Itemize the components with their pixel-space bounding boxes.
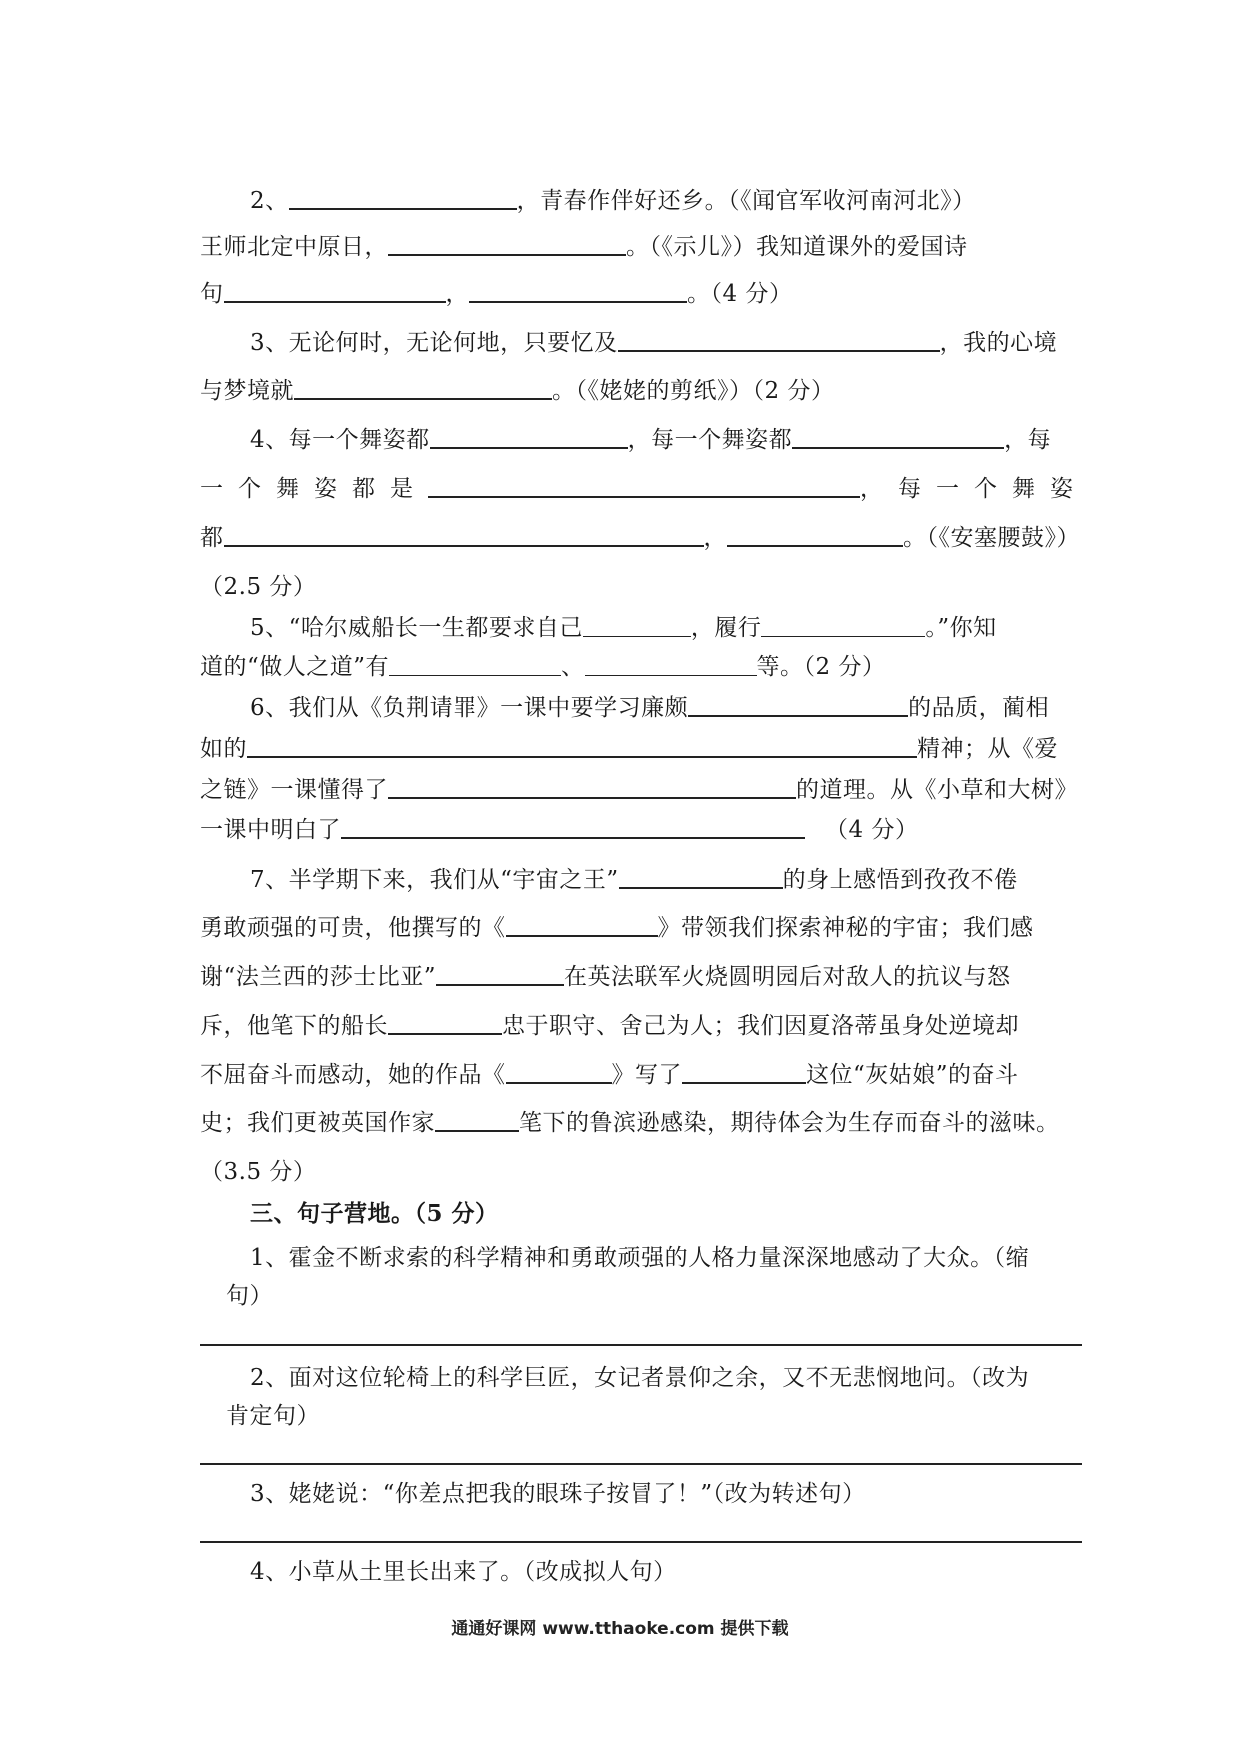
s3-item-1-line-1: 1、霍金不断求索的科学精神和勇敢顽强的人格力量深深地感动了大众。（缩	[250, 1245, 1030, 1271]
section-3-title: 三、句子营地。（5 分）	[250, 1200, 499, 1227]
q3-line-2: 与梦境就 。（《姥姥的剪纸》）（2 分）	[200, 378, 835, 404]
q6-line-4: 一课中明白了 （4 分）	[200, 817, 919, 843]
s3-item-2-line-2: 肯定句）	[226, 1403, 320, 1429]
q2-line-1: 2、 ，青春作伴好还乡。（《闻官军收河南河北》）	[250, 188, 976, 214]
q2-line-2: 王师北定中原日， 。（《示儿》）我知道课外的爱国诗	[200, 234, 968, 260]
q7-line-2: 勇敢顽强的可贵，他撰写的《 》带领我们探索神秘的宇宙；我们感	[200, 915, 1034, 941]
answer-line[interactable]	[200, 1344, 1082, 1346]
q6-line-2: 如的 精神；从《爱	[200, 736, 1058, 762]
answer-blank[interactable]	[341, 815, 805, 839]
answer-blank[interactable]	[435, 1108, 519, 1132]
q7-line-5: 不屈奋斗而感动，她的作品《 》写了 这位“灰姑娘”的奋斗	[200, 1062, 1019, 1088]
answer-blank[interactable]	[506, 1060, 612, 1084]
answer-blank[interactable]	[436, 962, 564, 986]
answer-blank[interactable]	[583, 614, 691, 637]
q7-line-1: 7、半学期下来，我们从“宇宙之王” 的身上感悟到孜孜不倦	[250, 867, 1018, 893]
q6-line-3: 之链》一课懂得了 的道理。从《小草和大树》	[200, 777, 1078, 803]
answer-line[interactable]	[200, 1463, 1082, 1465]
answer-blank[interactable]	[618, 328, 940, 352]
s3-item-4: 4、小草从土里长出来了。（改成拟人句）	[250, 1559, 677, 1585]
answer-blank[interactable]	[224, 523, 704, 547]
answer-blank[interactable]	[224, 279, 446, 303]
q4-points: （2.5 分）	[200, 574, 317, 600]
answer-blank[interactable]	[289, 186, 517, 210]
answer-blank[interactable]	[792, 425, 1004, 449]
answer-blank[interactable]	[388, 232, 626, 256]
answer-blank[interactable]	[727, 523, 903, 547]
q6-line-1: 6、我们从《负荆请罪》一课中要学习廉颇 的品质，蔺相	[250, 695, 1050, 721]
answer-blank[interactable]	[761, 614, 925, 637]
q3-line-1: 3、无论何时，无论何地，只要忆及 ，我的心境	[250, 330, 1058, 356]
answer-blank[interactable]	[389, 653, 561, 676]
answer-blank[interactable]	[247, 734, 917, 758]
answer-blank[interactable]	[682, 1060, 806, 1084]
q7-points: （3.5 分）	[200, 1159, 317, 1185]
q5-line-2: 道的“做人之道”有 、 等。（2 分）	[200, 654, 886, 680]
q4-line-3: 都 ， 。（《安塞腰鼓》）	[200, 525, 1080, 551]
q4-line-1: 4、每一个舞姿都 ，每一个舞姿都 ，每	[250, 427, 1052, 453]
q2-line-3: 句 ， 。（4 分）	[200, 281, 793, 307]
q5-line-1: 5、“哈尔威船长一生都要求自己 ，履行 。”你知	[250, 615, 997, 641]
q7-line-3: 谢“法兰西的莎士比亚” 在英法联军火烧圆明园后对敌人的抗议与怒	[200, 964, 1011, 990]
q2-number: 2、	[250, 188, 289, 214]
answer-line[interactable]	[200, 1541, 1082, 1543]
q4-line-2: 一个舞姿都是 ，每一个舞姿	[200, 476, 1088, 502]
page-footer: 通通好课网 www.tthaoke.com 提供下载	[451, 1619, 789, 1639]
answer-blank[interactable]	[388, 1011, 502, 1035]
answer-blank[interactable]	[506, 913, 658, 937]
q7-line-6: 史；我们更被英国作家 笔下的鲁滨逊感染，期待体会为生存而奋斗的滋味。	[200, 1110, 1060, 1136]
answer-blank[interactable]	[428, 474, 860, 498]
answer-blank[interactable]	[585, 653, 757, 676]
answer-blank[interactable]	[619, 865, 783, 889]
q7-line-4: 斥，他笔下的船长 忠于职守、舍己为人；我们因夏洛蒂虽身处逆境却	[200, 1013, 1019, 1039]
answer-blank[interactable]	[688, 693, 908, 717]
answer-blank[interactable]	[388, 775, 796, 799]
answer-blank[interactable]	[469, 279, 687, 303]
answer-blank[interactable]	[294, 376, 552, 400]
answer-blank[interactable]	[430, 425, 628, 449]
s3-item-1-line-2: 句）	[226, 1283, 273, 1309]
s3-item-3: 3、姥姥说：“你差点把我的眼珠子按冒了！”（改为转述句）	[250, 1481, 866, 1507]
s3-item-2-line-1: 2、面对这位轮椅上的科学巨匠，女记者景仰之余，又不无悲悯地问。（改为	[250, 1365, 1030, 1391]
